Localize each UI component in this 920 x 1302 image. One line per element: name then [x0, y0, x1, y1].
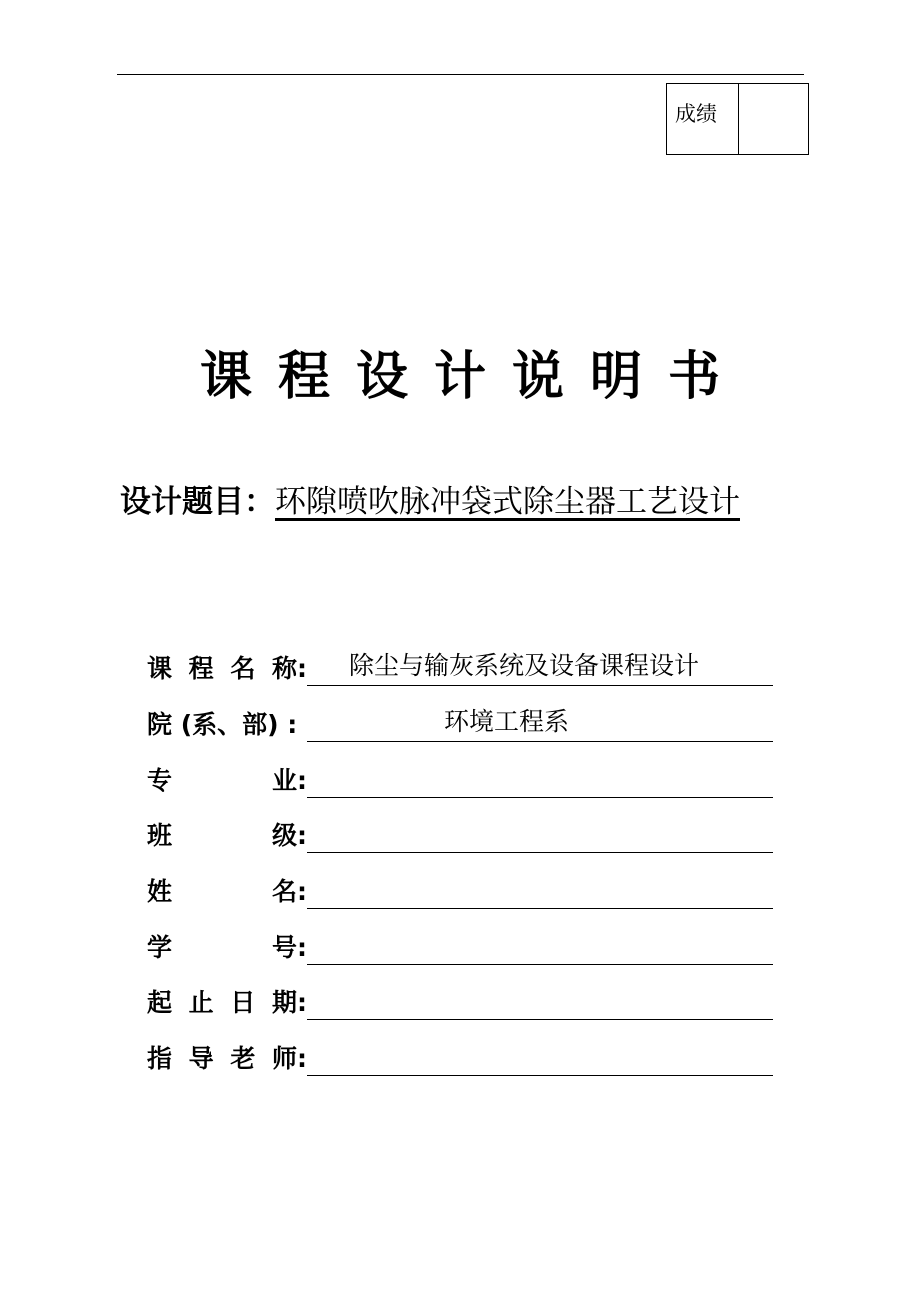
student-id-input[interactable]: [307, 929, 773, 965]
field-date-range: [147, 980, 773, 1020]
field-label: 姓 名:: [147, 877, 307, 906]
course-name-input[interactable]: 除尘与输灰系统及设备课程设计: [307, 650, 773, 686]
advisor-input[interactable]: [307, 1040, 773, 1076]
field-department: [147, 702, 773, 742]
field-label: 班 级:: [147, 821, 307, 850]
document-title: 课程设计说明书: [199, 347, 746, 407]
field-course-name: [147, 646, 773, 686]
grade-box: [666, 83, 809, 155]
design-topic: [120, 480, 740, 524]
grade-value[interactable]: [739, 84, 808, 154]
field-major: [147, 758, 773, 798]
field-advisor: [147, 1036, 773, 1076]
class-input[interactable]: [307, 817, 773, 853]
date-range-input[interactable]: [307, 984, 773, 1020]
field-label: 院 (系、部) :: [147, 710, 298, 739]
design-topic-value: 环隙喷吹脉冲袋式除尘器工艺设计: [275, 484, 740, 520]
design-topic-label: 设计题目：: [120, 484, 275, 520]
name-input[interactable]: [307, 873, 773, 909]
field-label: 课 程 名 称:: [147, 654, 307, 683]
field-label: 专 业:: [147, 766, 307, 795]
field-name: [147, 869, 773, 909]
field-label: 起 止 日 期:: [147, 988, 307, 1017]
field-student-id: [147, 925, 773, 965]
department-input[interactable]: 环境工程系: [307, 706, 773, 742]
field-label: 指 导 老 师:: [147, 1044, 307, 1073]
grade-label: 成绩: [667, 84, 739, 154]
field-class: [147, 813, 773, 853]
header-rule: [117, 74, 804, 75]
major-input[interactable]: [307, 762, 773, 798]
field-label: 学 号:: [147, 933, 307, 962]
